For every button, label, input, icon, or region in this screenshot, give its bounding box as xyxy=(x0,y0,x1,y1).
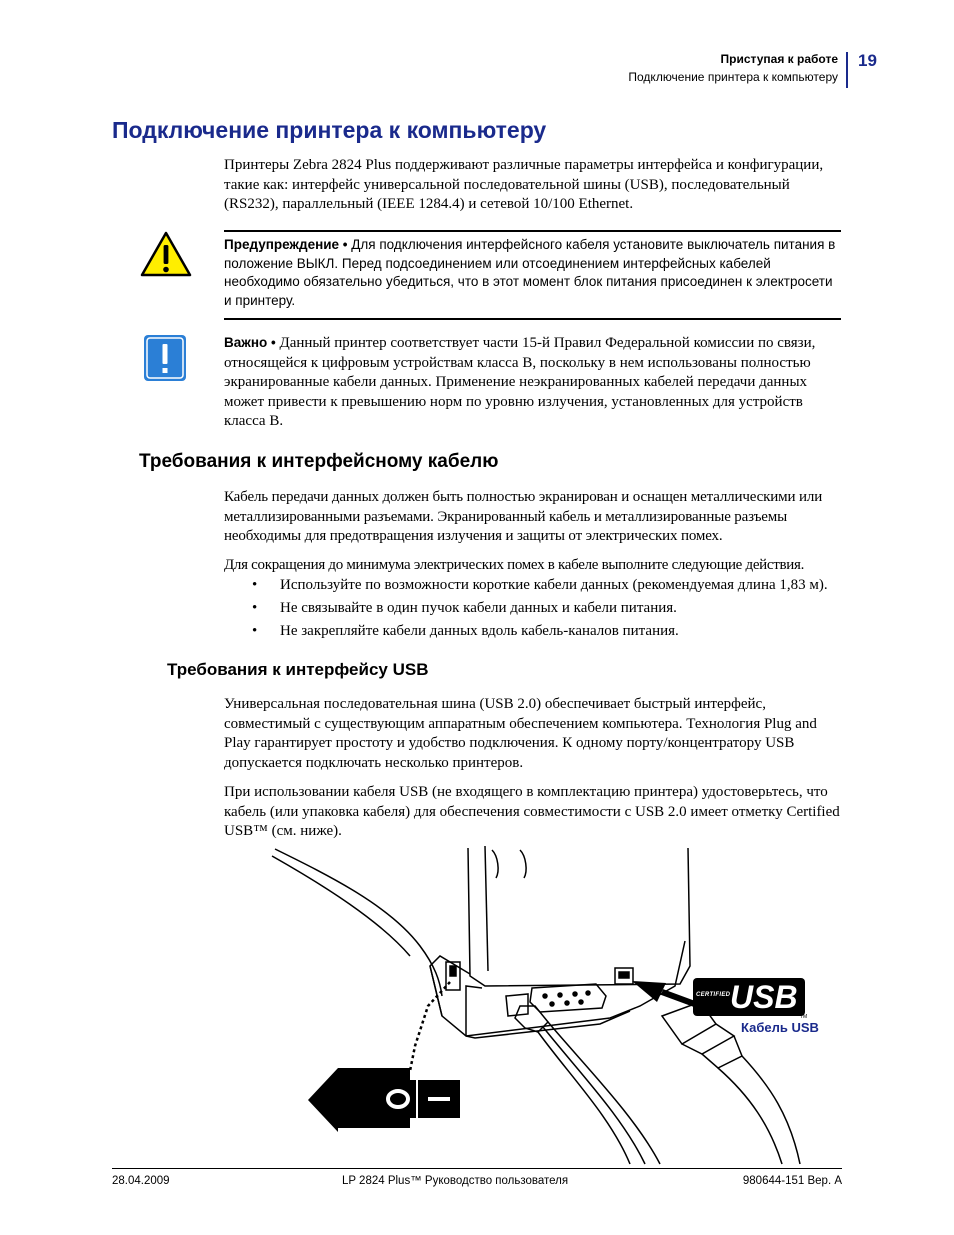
important-note xyxy=(224,333,840,432)
footer-doc-number: 980644-151 Вер. A xyxy=(742,1175,842,1187)
list-item: • Не закрепляйте кабели данных вдоль кабель-каналов питания. xyxy=(252,623,679,639)
cable-heading: Требования к интерфейсному кабелю xyxy=(139,451,499,472)
warning-top-rule xyxy=(224,230,841,232)
warning-icon xyxy=(140,230,192,278)
footer-date: 28.04.2009 xyxy=(112,1175,170,1187)
cable-bullet-list xyxy=(252,576,852,645)
bullet-text: Не связывайте в один пучок кабели данных и кабели питания. xyxy=(280,600,677,616)
logo-certified-text: CERTIFIED xyxy=(696,992,731,998)
logo-usb-text: USB xyxy=(730,979,798,1015)
important-text: Данный принтер соответствует части 15-й Правил Федеральной комиссии по связи, относящейся к цифровым устройствам класса B, поскольку в нем использованы полностью экранированные кабели данных. Применение неэкранированных кабелей передачи данных может привести к превышению норм по уровню излучения, установленных для устройств класса B. xyxy=(224,335,816,429)
list-item: • Используйте по возможности короткие кабели данных (рекомендуемая длина 1,83 м). xyxy=(252,577,828,593)
cable-paragraph-1: Кабель передачи данных должен быть полностью экранирован и оснащен металлическими или металлизированными разъемами. Экранированный кабель и металлизированные разъемы необходимы для предотвращения излучения и защиты от электрических помех. xyxy=(224,489,823,544)
warning-note xyxy=(224,236,840,310)
cable-paragraph-2: Для сокращения до минимума электрических помех в кабеле выполните следующие действия. xyxy=(224,557,805,573)
list-item: • Не связывайте в один пучок кабели данных и кабели питания. xyxy=(252,600,677,616)
footer-title: LP 2824 Plus™ Руководство пользователя xyxy=(342,1175,569,1187)
header-subsection: Подключение принтера к компьютеру xyxy=(628,70,838,84)
warning-bottom-rule xyxy=(224,318,841,320)
logo-tm-text: TM xyxy=(800,1014,808,1020)
intro-paragraph: Принтеры Zebra 2824 Plus поддерживают различные параметры интерфейса и конфигурации, такие как: интерфейс универсальной последовательной шины (USB), последовательный (RS232), параллельный (IEEE 1284.4) и сетевой 10/100 Ethernet. xyxy=(224,157,824,212)
bullet-text: Используйте по возможности короткие кабели данных (рекомендуемая длина 1,83 м). xyxy=(280,577,828,593)
footer-rule xyxy=(112,1168,842,1169)
usb-cable-label: Кабель USB xyxy=(741,1020,819,1035)
important-icon xyxy=(143,334,187,382)
bullet-text: Не закрепляйте кабели данных вдоль кабель-каналов питания. xyxy=(280,623,679,639)
header-section: Приступая к работе xyxy=(720,52,838,66)
usb-paragraph-1: Универсальная последовательная шина (USB 2.0) обеспечивает быстрый интерфейс, совместимый с существующим аппаратным обеспечением компьютера. Технология Plug and Play гарантирует простоту и удобство подключения. К одному порту/концентратору USB допускается подключать несколько принтеров. xyxy=(224,696,817,771)
header-divider xyxy=(846,52,848,88)
usb-heading: Требования к интерфейсу USB xyxy=(167,660,429,679)
warning-label: Предупреждение • xyxy=(224,237,348,252)
certified-usb-logo xyxy=(693,978,805,1016)
important-label: Важно • xyxy=(224,335,276,350)
page-number: 19 xyxy=(858,51,877,70)
page-title: Подключение принтера к компьютеру xyxy=(112,117,547,143)
usb-paragraph-2: При использовании кабеля USB (не входящего в комплектацию принтера) удостоверьтесь, что кабель (или упаковка кабеля) для обеспечения совместимости с USB 2.0 имеет отметку Certified USB™ (см. ниже). xyxy=(224,784,840,839)
warning-text: Для подключения интерфейсного кабеля установите выключатель питания в положение ВЫКЛ. Перед подсоединением или отсоединением интерфейсных кабелей необходимо обязательно убедиться, что в этот момент блок питания присоединен к электросети и принтеру. xyxy=(224,237,836,308)
